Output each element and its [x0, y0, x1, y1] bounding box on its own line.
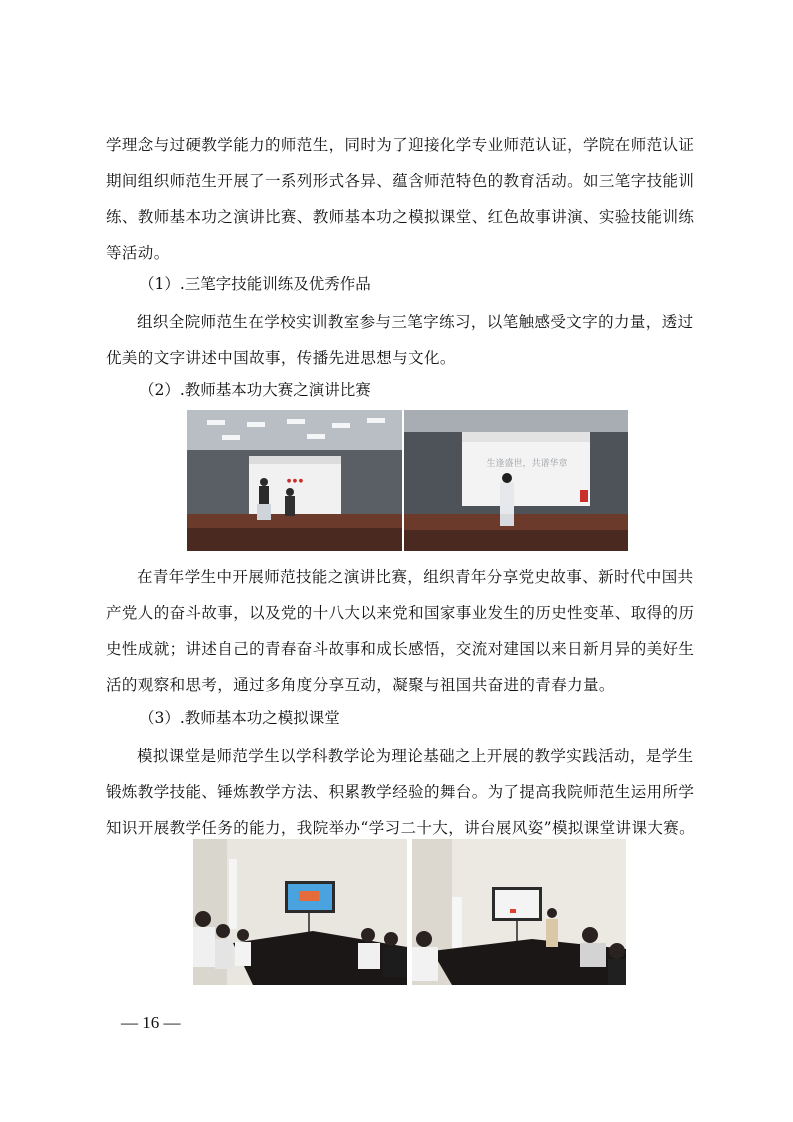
- text-line: 期间组织师范生开展了一系列形式各异、蕴含师范特色的教育活动。如三笔字技能训: [106, 172, 695, 190]
- text-line: 活的观察和思考，通过多角度分享互动，凝聚与祖国共奋进的青春力量。: [106, 676, 615, 694]
- section-heading-mock-classroom: （3）.教师基本功之模拟课堂: [139, 709, 340, 727]
- photo-speech-contest-right: [404, 410, 628, 551]
- svg-text:● ● ●: ● ● ●: [286, 478, 304, 484]
- section-heading-speech-contest: （2）.教师基本功大赛之演讲比赛: [139, 381, 371, 399]
- text-line: 等活动。: [106, 244, 170, 262]
- photo-mock-classroom-right: [412, 839, 626, 985]
- text-line: 产党人的奋斗故事，以及党的十八大以来党和国家事业发生的历史性变革、取得的历: [106, 604, 695, 622]
- page-number: — 16 —: [121, 1013, 181, 1032]
- paragraph-mock-classroom: [106, 738, 694, 846]
- paragraph-calligraphy: [106, 304, 694, 376]
- paragraph-intro: [106, 127, 694, 271]
- text-line: 优美的文字讲述中国故事，传播先进思想与文化。: [106, 349, 456, 367]
- photo-speech-contest-left: [187, 410, 402, 551]
- text-line: 模拟课堂是师范学生以学科教学论为理论基础之上开展的教学实践活动，是学生: [137, 747, 694, 765]
- slide-title-text: 生逢盛世，共谱华章: [486, 459, 568, 469]
- photo-mock-classroom-left: [193, 839, 407, 985]
- text-line: 知识开展教学任务的能力，我院举办“学习二十大，讲台展风姿”模拟课堂讲课大赛。: [106, 819, 696, 837]
- text-line: 组织全院师范生在学校实训教室参与三笔字练习，以笔触感受文字的力量，透过: [137, 313, 694, 331]
- text-line: 学理念与过硬教学能力的师范生，同时为了迎接化学专业师范认证，学院在师范认证: [106, 136, 695, 154]
- text-line: 练、教师基本功之演讲比赛、教师基本功之模拟课堂、红色故事讲演、实验技能训练: [106, 208, 695, 226]
- text-line: 锻炼教学技能、锤炼教学方法、积累教学经验的舞台。为了提高我院师范生运用所学: [106, 783, 695, 801]
- text-line: 在青年学生中开展师范技能之演讲比赛，组织青年分享党史故事、新时代中国共: [137, 568, 694, 586]
- text-line: 史性成就；讲述自己的青春奋斗故事和成长感悟，交流对建国以来日新月异的美好生: [106, 640, 695, 658]
- paragraph-speech-contest: [106, 559, 694, 703]
- section-heading-calligraphy: （1）.三笔字技能训练及优秀作品: [139, 275, 371, 293]
